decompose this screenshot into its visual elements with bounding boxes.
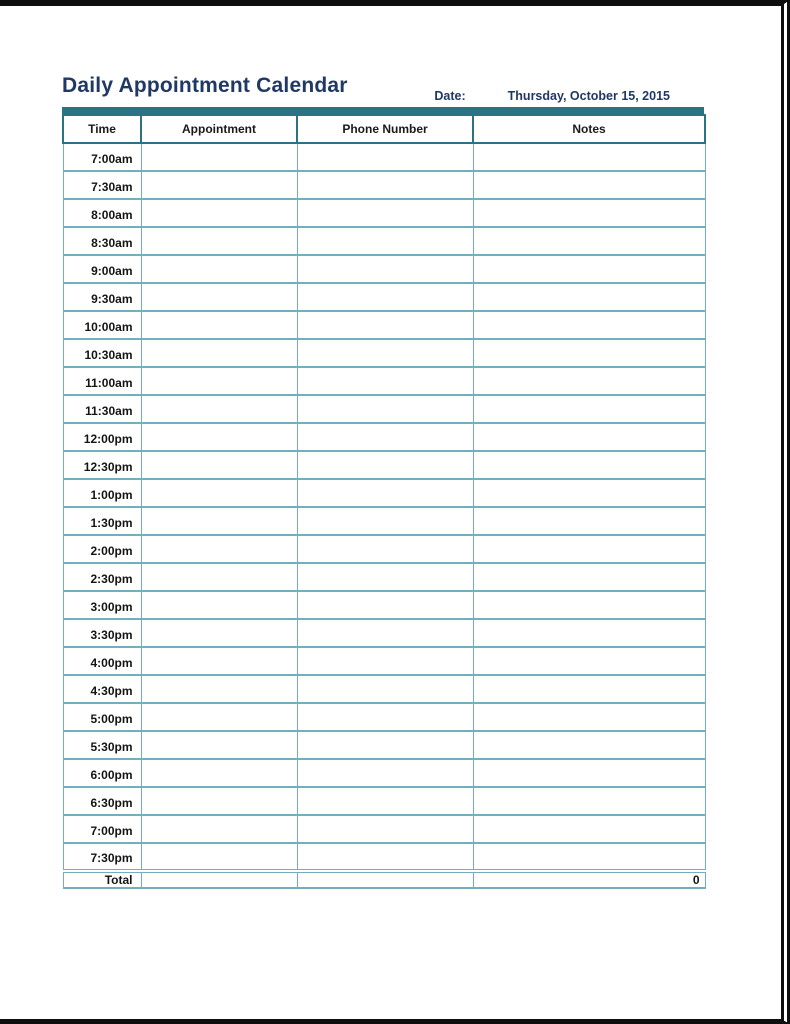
appointment-cell[interactable] [141,311,297,339]
time-label: 1:30pm [63,507,141,535]
date-block [434,89,704,103]
time-label: 7:00pm [63,815,141,843]
notes-cell[interactable] [473,563,705,591]
time-label: 10:00am [63,311,141,339]
appointment-cell[interactable] [141,619,297,647]
table-row [63,367,705,395]
appointment-cell[interactable] [141,731,297,759]
table-row [63,451,705,479]
notes-cell[interactable] [473,759,705,787]
appointment-cell[interactable] [141,199,297,227]
time-label: 5:00pm [63,703,141,731]
notes-cell[interactable] [473,675,705,703]
total-row [63,871,705,888]
appointment-cell[interactable] [141,591,297,619]
phone-cell[interactable] [297,255,473,283]
notes-cell[interactable] [473,255,705,283]
appointment-cell[interactable] [141,395,297,423]
notes-cell[interactable] [473,395,705,423]
date-value[interactable]: Thursday, October 15, 2015 [507,89,670,103]
time-label: 4:00pm [63,647,141,675]
table-row [63,759,705,787]
time-label: 1:00pm [63,479,141,507]
notes-cell[interactable] [473,787,705,815]
table-row [63,255,705,283]
phone-cell[interactable] [297,143,473,171]
time-label: 6:00pm [63,759,141,787]
phone-cell[interactable] [297,703,473,731]
phone-cell[interactable] [297,311,473,339]
notes-cell[interactable] [473,731,705,759]
phone-cell[interactable] [297,647,473,675]
notes-cell[interactable] [473,311,705,339]
notes-cell[interactable] [473,423,705,451]
notes-cell[interactable] [473,479,705,507]
time-label: 9:00am [63,255,141,283]
table-row [63,535,705,563]
time-label: 7:30am [63,171,141,199]
notes-cell[interactable] [473,703,705,731]
phone-cell[interactable] [297,339,473,367]
phone-cell[interactable] [297,395,473,423]
notes-cell[interactable] [473,619,705,647]
appointment-cell[interactable] [141,339,297,367]
appointment-cell[interactable] [141,367,297,395]
phone-cell[interactable] [297,451,473,479]
appointment-cell[interactable] [141,703,297,731]
table-row [63,339,705,367]
time-label: 3:00pm [63,591,141,619]
table-row [63,227,705,255]
table-row [63,395,705,423]
notes-cell[interactable] [473,815,705,843]
phone-cell[interactable] [297,563,473,591]
notes-cell[interactable] [473,339,705,367]
phone-cell[interactable] [297,479,473,507]
notes-cell[interactable] [473,143,705,171]
table-row [63,171,705,199]
table-row [63,843,705,871]
appointment-cell[interactable] [141,227,297,255]
table-header-row [63,115,705,143]
appointment-cell[interactable] [141,563,297,591]
table-row [63,563,705,591]
phone-cell[interactable] [297,507,473,535]
table-row [63,787,705,815]
page-header [62,72,704,103]
calendar-page [0,6,781,889]
phone-cell[interactable] [297,423,473,451]
appointment-cell[interactable] [141,843,297,871]
notes-cell[interactable] [473,171,705,199]
phone-cell[interactable] [297,759,473,787]
phone-cell[interactable] [297,787,473,815]
notes-cell[interactable] [473,535,705,563]
notes-cell[interactable] [473,283,705,311]
phone-cell[interactable] [297,619,473,647]
notes-cell[interactable] [473,507,705,535]
time-label: 11:30am [63,395,141,423]
appointment-cell[interactable] [141,451,297,479]
time-label: 11:00am [63,367,141,395]
appointment-cell[interactable] [141,815,297,843]
notes-cell[interactable] [473,367,705,395]
time-label: 10:30am [63,339,141,367]
page-title: Daily Appointment Calendar [62,74,348,97]
appointment-cell[interactable] [141,535,297,563]
total-appointment-cell [141,871,297,888]
appointment-cell[interactable] [141,675,297,703]
total-value: 0 [473,871,705,888]
table-row [63,619,705,647]
appointment-cell[interactable] [141,171,297,199]
appointment-table [62,114,706,889]
table-row [63,647,705,675]
notes-cell[interactable] [473,843,705,871]
notes-cell[interactable] [473,591,705,619]
time-label: 7:30pm [63,843,141,871]
notes-cell[interactable] [473,199,705,227]
table-row [63,199,705,227]
time-label: 4:30pm [63,675,141,703]
table-row [63,311,705,339]
notes-cell[interactable] [473,451,705,479]
phone-cell[interactable] [297,227,473,255]
phone-cell[interactable] [297,731,473,759]
time-label: 12:00pm [63,423,141,451]
time-label: 2:00pm [63,535,141,563]
time-label: 3:30pm [63,619,141,647]
table-row [63,703,705,731]
time-label: 8:00am [63,199,141,227]
appointment-cell[interactable] [141,787,297,815]
phone-cell[interactable] [297,675,473,703]
table-row [63,143,705,171]
phone-cell[interactable] [297,535,473,563]
appointment-cell[interactable] [141,255,297,283]
appointment-cell[interactable] [141,479,297,507]
appointment-cell[interactable] [141,647,297,675]
time-label: 9:30am [63,283,141,311]
time-label: 8:30am [63,227,141,255]
appointment-cell[interactable] [141,759,297,787]
time-label: 7:00am [63,143,141,171]
table-row [63,507,705,535]
appointment-cell[interactable] [141,507,297,535]
total-label: Total [63,871,141,888]
column-header-time: Time [63,115,141,143]
appointment-cell[interactable] [141,283,297,311]
appointment-cell[interactable] [141,143,297,171]
phone-cell[interactable] [297,283,473,311]
table-row [63,423,705,451]
notes-cell[interactable] [473,227,705,255]
table-row [63,283,705,311]
notes-cell[interactable] [473,647,705,675]
time-label: 2:30pm [63,563,141,591]
table-row [63,731,705,759]
table-row [63,479,705,507]
time-label: 6:30pm [63,787,141,815]
table-row [63,675,705,703]
column-header-appointment: Appointment [141,115,297,143]
table-row [63,815,705,843]
phone-cell[interactable] [297,591,473,619]
title-underline-bar [62,107,704,114]
column-header-phone-number: Phone Number [297,115,473,143]
phone-cell[interactable] [297,367,473,395]
total-phone-cell [297,871,473,888]
phone-cell[interactable] [297,199,473,227]
date-label: Date: [434,89,466,103]
column-header-notes: Notes [473,115,705,143]
time-label: 12:30pm [63,451,141,479]
phone-cell[interactable] [297,815,473,843]
appointment-cell[interactable] [141,423,297,451]
phone-cell[interactable] [297,171,473,199]
time-label: 5:30pm [63,731,141,759]
table-row [63,591,705,619]
phone-cell[interactable] [297,843,473,871]
